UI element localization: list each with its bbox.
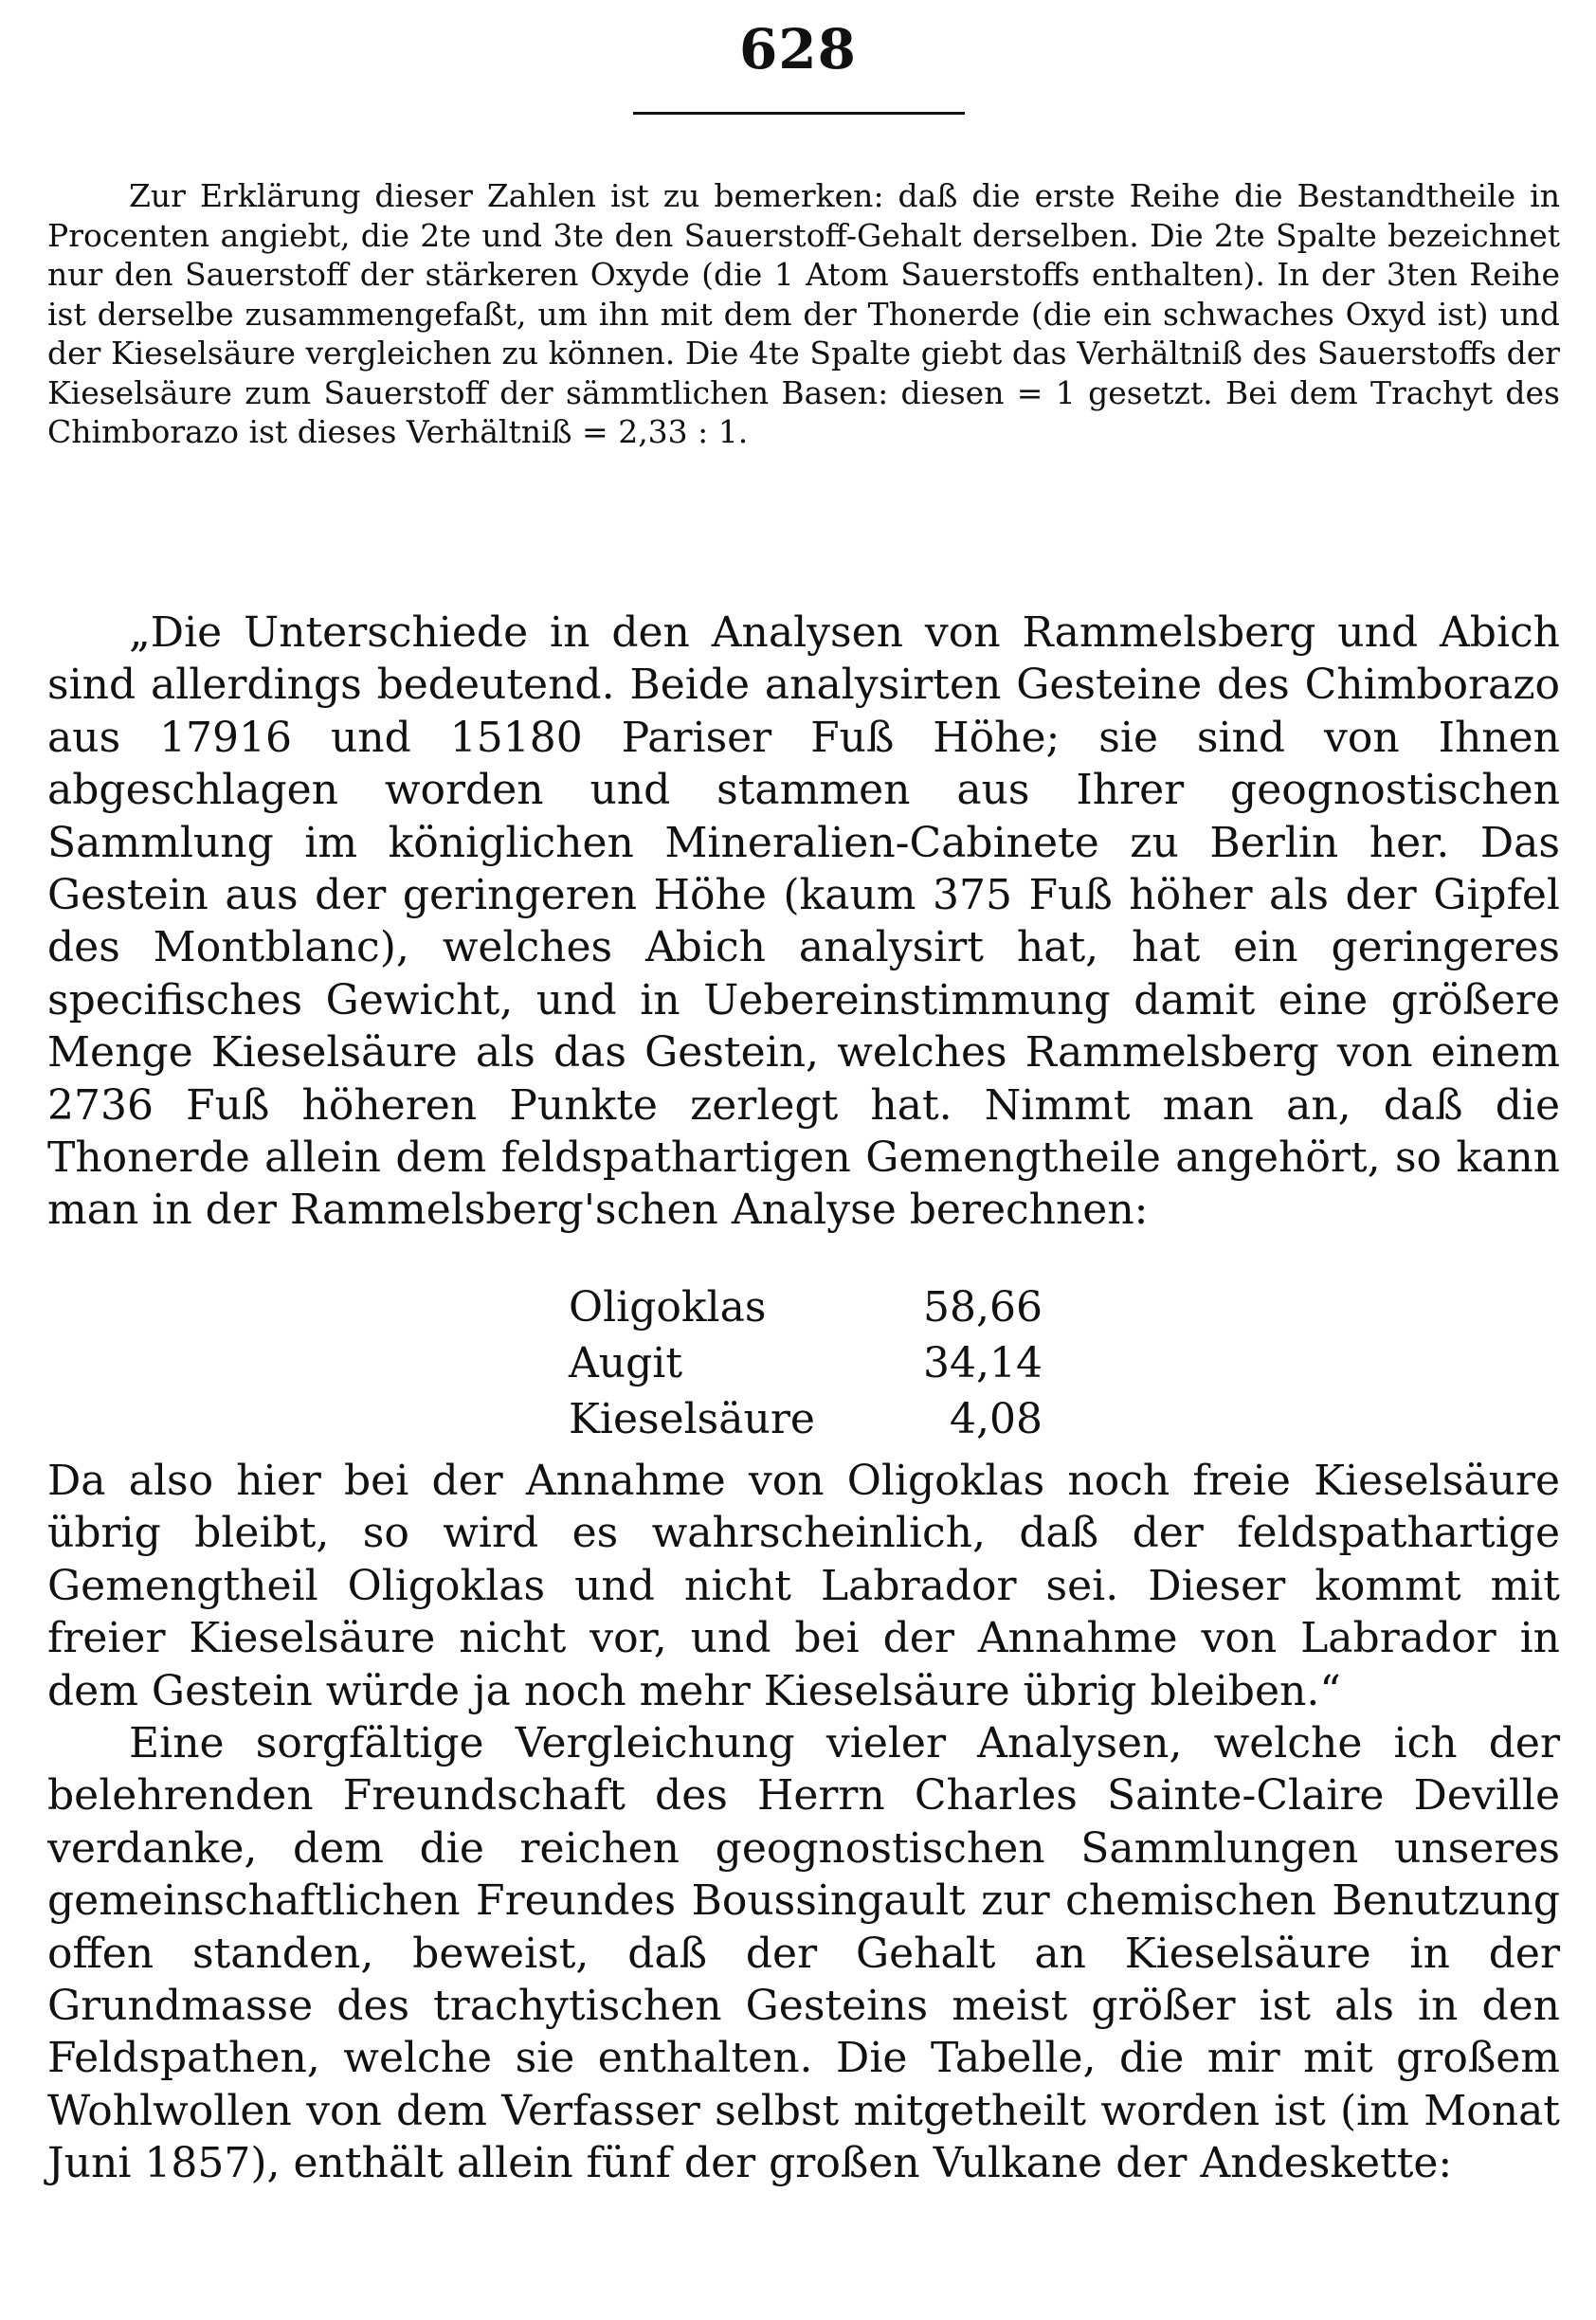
quoted-paragraph: „Die Unterschiede in den Analysen von Rammelsberg und Abich sind allerdings bedeutend. Beide analysirten Gesteine des Chimborazo aus 17916 und 15180 Pariser Fuß Höhe; sie sind von Ihnen abgeschlagen worden und stammen aus Ihrer geognostischen Sammlung im königlichen Mineralien-Cabinete zu Berlin her. Das Gestein aus der geringeren Höhe (kaum 375 Fuß höher als der Gipfel des Montblanc), welches Abich analysirt hat, hat ein geringeres specifisches Gewicht, und in Uebereinstimmung damit eine größere Menge Kieselsäure als das Gestein, welches Rammelsberg von einem 2736 Fuß höheren Punkte zerlegt hat. Nimmt man an, daß die Thonerde allein dem feldspathartigen Gemengtheile angehört, so kann man in der Rammelsberg'schen Analyse berechnen: — [47, 608, 1560, 1235]
calc-row-oligoklas — [569, 1279, 1043, 1335]
mineral-value: 58,66 — [923, 1283, 1043, 1332]
mineral-name: Kieselsäure — [569, 1395, 815, 1443]
calc-row-kieselsaeure — [569, 1391, 1043, 1447]
conclusion-paragraph: Da also hier bei der Annahme von Oligoklas noch freie Kieselsäure übrig bleibt, so wird es wahrscheinlich, daß der feldspathartige Gemengtheil Oligoklas und nicht Labrador sei. Dieser kommt mit freier Kieselsäure nicht vor, und bei der Annahme von Labrador in dem Gestein würde ja noch mehr Kieselsäure übrig bleiben.“ — [47, 1457, 1560, 1715]
comparison-paragraph: Eine sorgfältige Vergleichung vieler Analysen, welche ich der belehrenden Freundschaft des Herrn Charles Sainte-Claire Deville verdanke, dem die reichen geognostischen Sammlungen unseres gemeinschaftlichen Freundes Boussingault zur chemischen Benutzung offen standen, beweist, daß der Gehalt an Kieselsäure in der Grundmasse des trachytischen Gesteins meist größer ist als in den Feldspathen, welche sie enthalten. Die Tabelle, die mir mit großem Wohlwollen von dem Verfasser selbst mitgetheilt worden ist (im Monat Juni 1857), enthält allein fünf der großen Vulkane der Andeskette: — [47, 1719, 1560, 2188]
mineral-value: 4,08 — [950, 1395, 1043, 1443]
mineral-name: Augit — [569, 1339, 683, 1387]
footnote-paragraph: Zur Erklärung dieser Zahlen ist zu bemerken: daß die erste Reihe die Bestandtheile in Procenten angiebt, die 2te und 3te den Sauerstoff-Gehalt derselben. Die 2te Spalte bezeichnet nur den Sauerstoff der stärkeren Oxyde (die 1 Atom Sauerstoffs enthalten). In der 3ten Reihe ist derselbe zusammengefaßt, um ihn mit dem der Thonerde (die ein schwaches Oxyd ist) und der Kieselsäure vergleichen zu können. Die 4te Spalte giebt das Verhältniß des Sauerstoffs der Kieselsäure zum Sauerstoff der sämmtlichen Basen: diesen = 1 gesetzt. Bei dem Trachyt des Chimborazo ist dieses Verhältniß = 2,33 : 1. — [47, 177, 1560, 450]
header-rule — [633, 112, 965, 115]
mineral-value: 34,14 — [923, 1339, 1043, 1387]
page-number: 628 — [738, 17, 858, 82]
mineral-name: Oligoklas — [569, 1283, 767, 1332]
calc-row-augit — [569, 1335, 1043, 1391]
mineral-calculation-table — [569, 1279, 1043, 1447]
